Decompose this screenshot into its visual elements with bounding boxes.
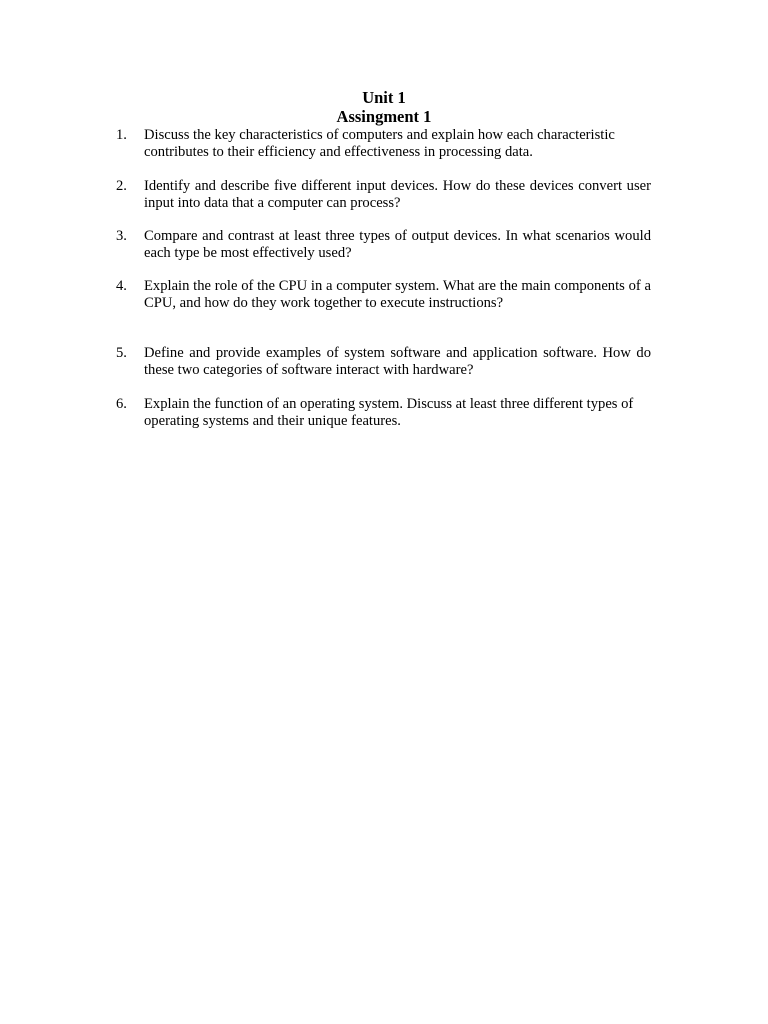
assignment-title: Assingment 1 — [336, 107, 432, 126]
question-text: Identify and describe five different input devices. How do these devices convert user input into data that a computer can process? — [144, 178, 651, 211]
question-number: 1. — [116, 127, 127, 143]
question-text: Define and provide examples of system software and application software. How do these two categories of software interact with hardware? — [144, 345, 651, 378]
question-number: 2. — [116, 178, 127, 194]
question-number: 3. — [116, 228, 127, 244]
question-text: Explain the role of the CPU in a computer system. What are the main components of a CPU, and how do they work together to execute instructions? — [144, 278, 651, 311]
question-number: 4. — [116, 278, 127, 294]
question-text: Compare and contrast at least three types of output devices. In what scenarios would each type be most effectively used? — [144, 228, 651, 261]
question-number: 6. — [116, 396, 127, 412]
question-text: Explain the function of an operating system. Discuss at least three different types of operating systems and their unique features. — [144, 396, 634, 429]
unit-title: Unit 1 — [362, 88, 406, 107]
question-text: Discuss the key characteristics of computers and explain how each characteristic contributes to their efficiency and effectiveness in processing data. — [144, 127, 615, 160]
question-number: 5. — [116, 345, 127, 361]
